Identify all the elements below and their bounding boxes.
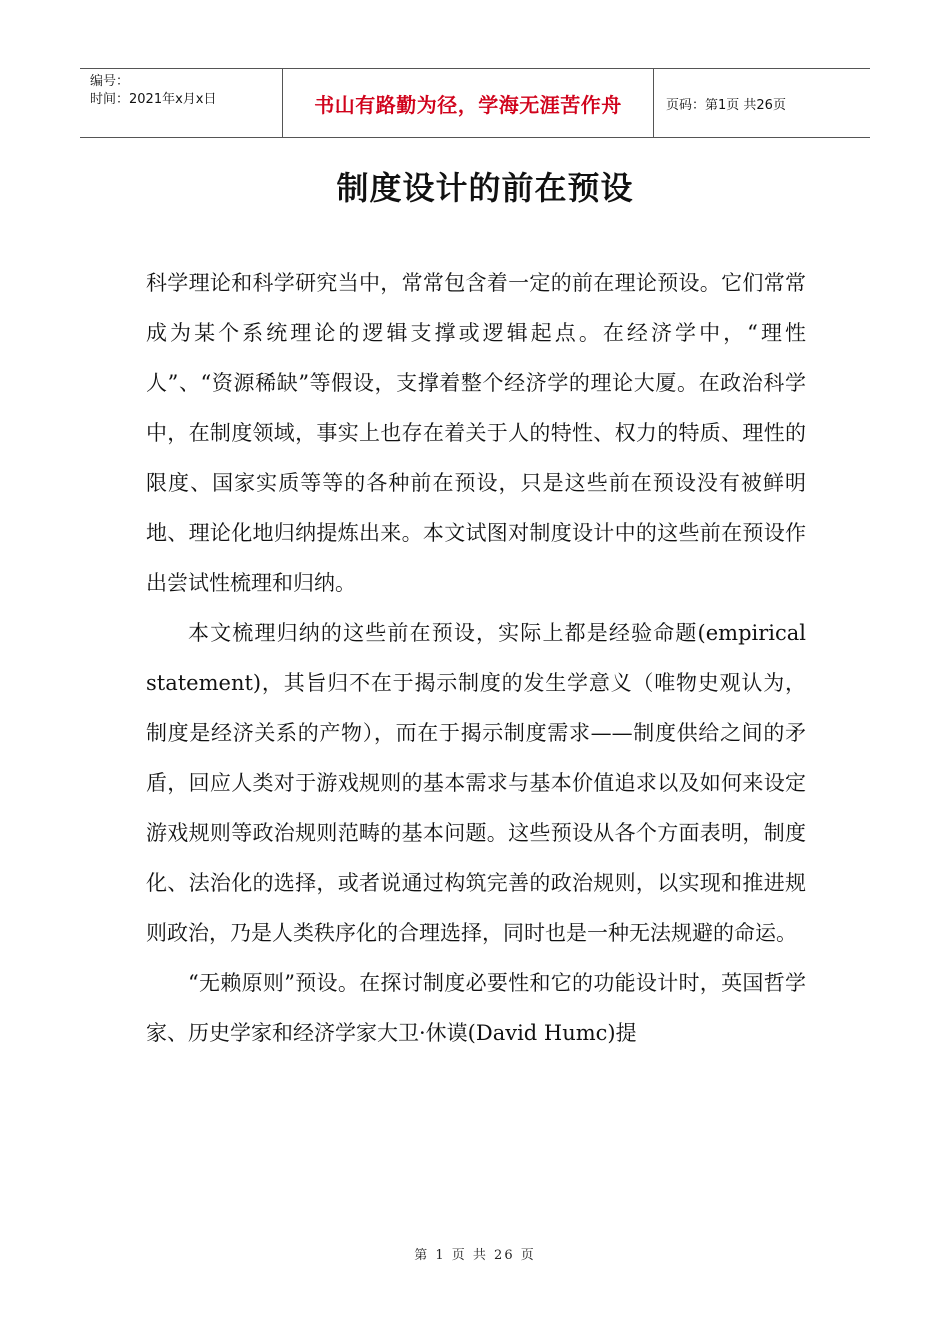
page-footer: 第 1 页 共 26 页	[414, 1248, 536, 1263]
header-motto: 书山有路勤为径，学海无涯苦作舟	[314, 92, 622, 117]
header-meta-cell	[80, 69, 282, 137]
body-paragraph-1: 科学理论和科学研究当中，常常包含着一定的前在理论预设。它们常常成为某个系统理论的逻辑支撑或逻辑起点。在经济学中，“理性人”、“资源稀缺”等假设，支撑着整个经济学的理论大厦。在政治科学中，在制度领域，事实上也存在着关于人的特性、权力的特质、理性的限度、国家实质等等的各种前在预设，只是这些前在预设没有被鲜明地、理论化地归纳提炼出来。本文试图对制度设计中的这些前在预设作出尝试性梳理和归纳。	[146, 271, 806, 595]
header-motto-cell	[282, 69, 654, 137]
document-number-label: 编号：	[90, 74, 130, 89]
document-body	[146, 258, 806, 1058]
document-title: 制度设计的前在预设	[336, 169, 634, 207]
header-page-cell	[654, 69, 870, 137]
body-paragraph-2: 本文梳理归纳的这些前在预设，实际上都是经验命题(empirical statement)，其旨归不在于揭示制度的发生学意义（唯物史观认为，制度是经济关系的产物），而在于揭示制度需求——制度供给之间的矛盾，回应人类对于游戏规则的基本需求与基本价值追求以及如何来设定游戏规则等政治规则范畴的基本问题。这些预设从各个方面表明，制度化、法治化的选择，或者说通过构筑完善的政治规则，以实现和推进规则政治，乃是人类秩序化的合理选择，同时也是一种无法规避的命运。	[146, 621, 806, 945]
header-page-number: 页码：第1页 共26页	[666, 97, 786, 113]
document-date-label: 时间：2021年x月x日	[90, 92, 217, 107]
body-paragraph-3: “无赖原则”预设。在探讨制度必要性和它的功能设计时，英国哲学家、历史学家和经济学家大卫·休谟(David Humc)提	[146, 971, 806, 1045]
header-table	[80, 68, 870, 138]
